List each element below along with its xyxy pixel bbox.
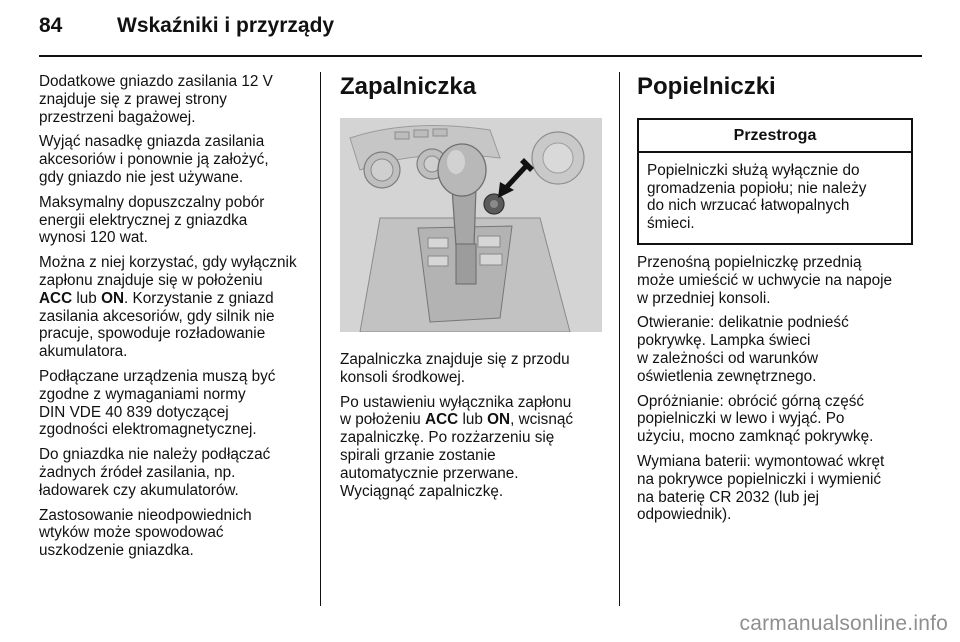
column3-paragraph: Wymiana baterii: wymontować wkręt na pokrywce popielniczki i wymienić na baterię CR 2032 (lub jej odpowiednik).: [637, 452, 885, 524]
caution-title: Przestroga: [639, 120, 911, 153]
column1-paragraph: Wyjąć nasadkę gniazda zasilania akcesoriów i ponownie ją założyć, gdy gniazdo nie jest używane.: [39, 133, 269, 186]
column3-paragraph: Opróżnianie: obrócić górną część popielniczki w lewo i wyjąć. Po użyciu, mocno zamknąć pokrywkę.: [637, 392, 874, 446]
column1-paragraph: Podłączane urządzenia muszą być zgodne z wymaganiami normy DIN VDE 40 839 dotyczącej zgodności elektromagnetycznej.: [39, 367, 276, 439]
section-title-ashtrays: Popielniczki: [637, 73, 776, 100]
caution-box: [637, 118, 913, 245]
center-console-drawing: [340, 118, 602, 332]
column3-paragraph: Przenośną popielniczkę przednią może umieścić w uchwycie na napoje w przedniej konsoli.: [637, 253, 893, 307]
switch-position-label: ACC: [39, 289, 73, 307]
column1-paragraph: Dodatkowe gniazdo zasilania 12 V znajduje się z prawej strony przestrzeni bagażowej.: [39, 73, 273, 126]
column3-paragraph: Otwieranie: delikatnie podnieść pokrywkę. Lampka świeci w zależności od warunków oświetlenia zewnętrznego.: [637, 314, 849, 385]
caution-text: Popielniczki służą wyłącznie do gromadzenia popiołu; nie należy do nich wrzucać łatwopalnych śmieci.: [647, 161, 867, 233]
page-title: Wskaźniki i przyrządy: [117, 14, 335, 37]
cigarette-lighter-column: [340, 72, 602, 507]
column-divider-2: [619, 72, 620, 606]
watermark: carmanualsonline.info: [739, 612, 948, 635]
ashtrays-column: [637, 72, 927, 531]
switch-position-label: ON: [487, 411, 511, 429]
switch-position-label: ACC: [425, 411, 459, 429]
column-divider-1: [320, 72, 321, 606]
page-number: 84: [39, 14, 63, 37]
column1-paragraph: Można z niej korzystać, gdy wyłącznik zapłonu znajduje się w położeniu ACC lub ON. Korzystanie z gniazd zasilania akcesoriów, gdy silnik nie pracuje, spowoduje rozładowanie akumulatora.: [39, 254, 297, 361]
header-divider: [39, 55, 922, 57]
lighter-illustration: [340, 118, 602, 332]
column1-paragraph: Zastosowanie nieodpowiednich wtyków może spowodować uszkodzenie gniazdka.: [39, 506, 252, 560]
column1-paragraph: Maksymalny dopuszczalny pobór energii elektrycznej z gniazdka wynosi 120 wat.: [39, 193, 265, 247]
column1-paragraph: Do gniazdka nie należy podłączać żadnych źródeł zasilania, np. ładowarek czy akumulatorów.: [39, 446, 271, 499]
switch-position-label: ON: [101, 289, 125, 307]
power-outlet-column: [39, 73, 319, 567]
section-title-lighter: Zapalniczka: [340, 73, 477, 100]
column2-paragraph: Zapalniczka znajduje się z przodu konsoli środkowej.: [340, 351, 570, 386]
column2-paragraph: Po ustawieniu wyłącznika zapłonu w położeniu ACC lub ON, wcisnąć zapalniczkę. Po rozżarzeniu się spirali grzanie zostanie automatycznie przerwane. Wyciągnąć zapalniczkę.: [340, 393, 573, 500]
